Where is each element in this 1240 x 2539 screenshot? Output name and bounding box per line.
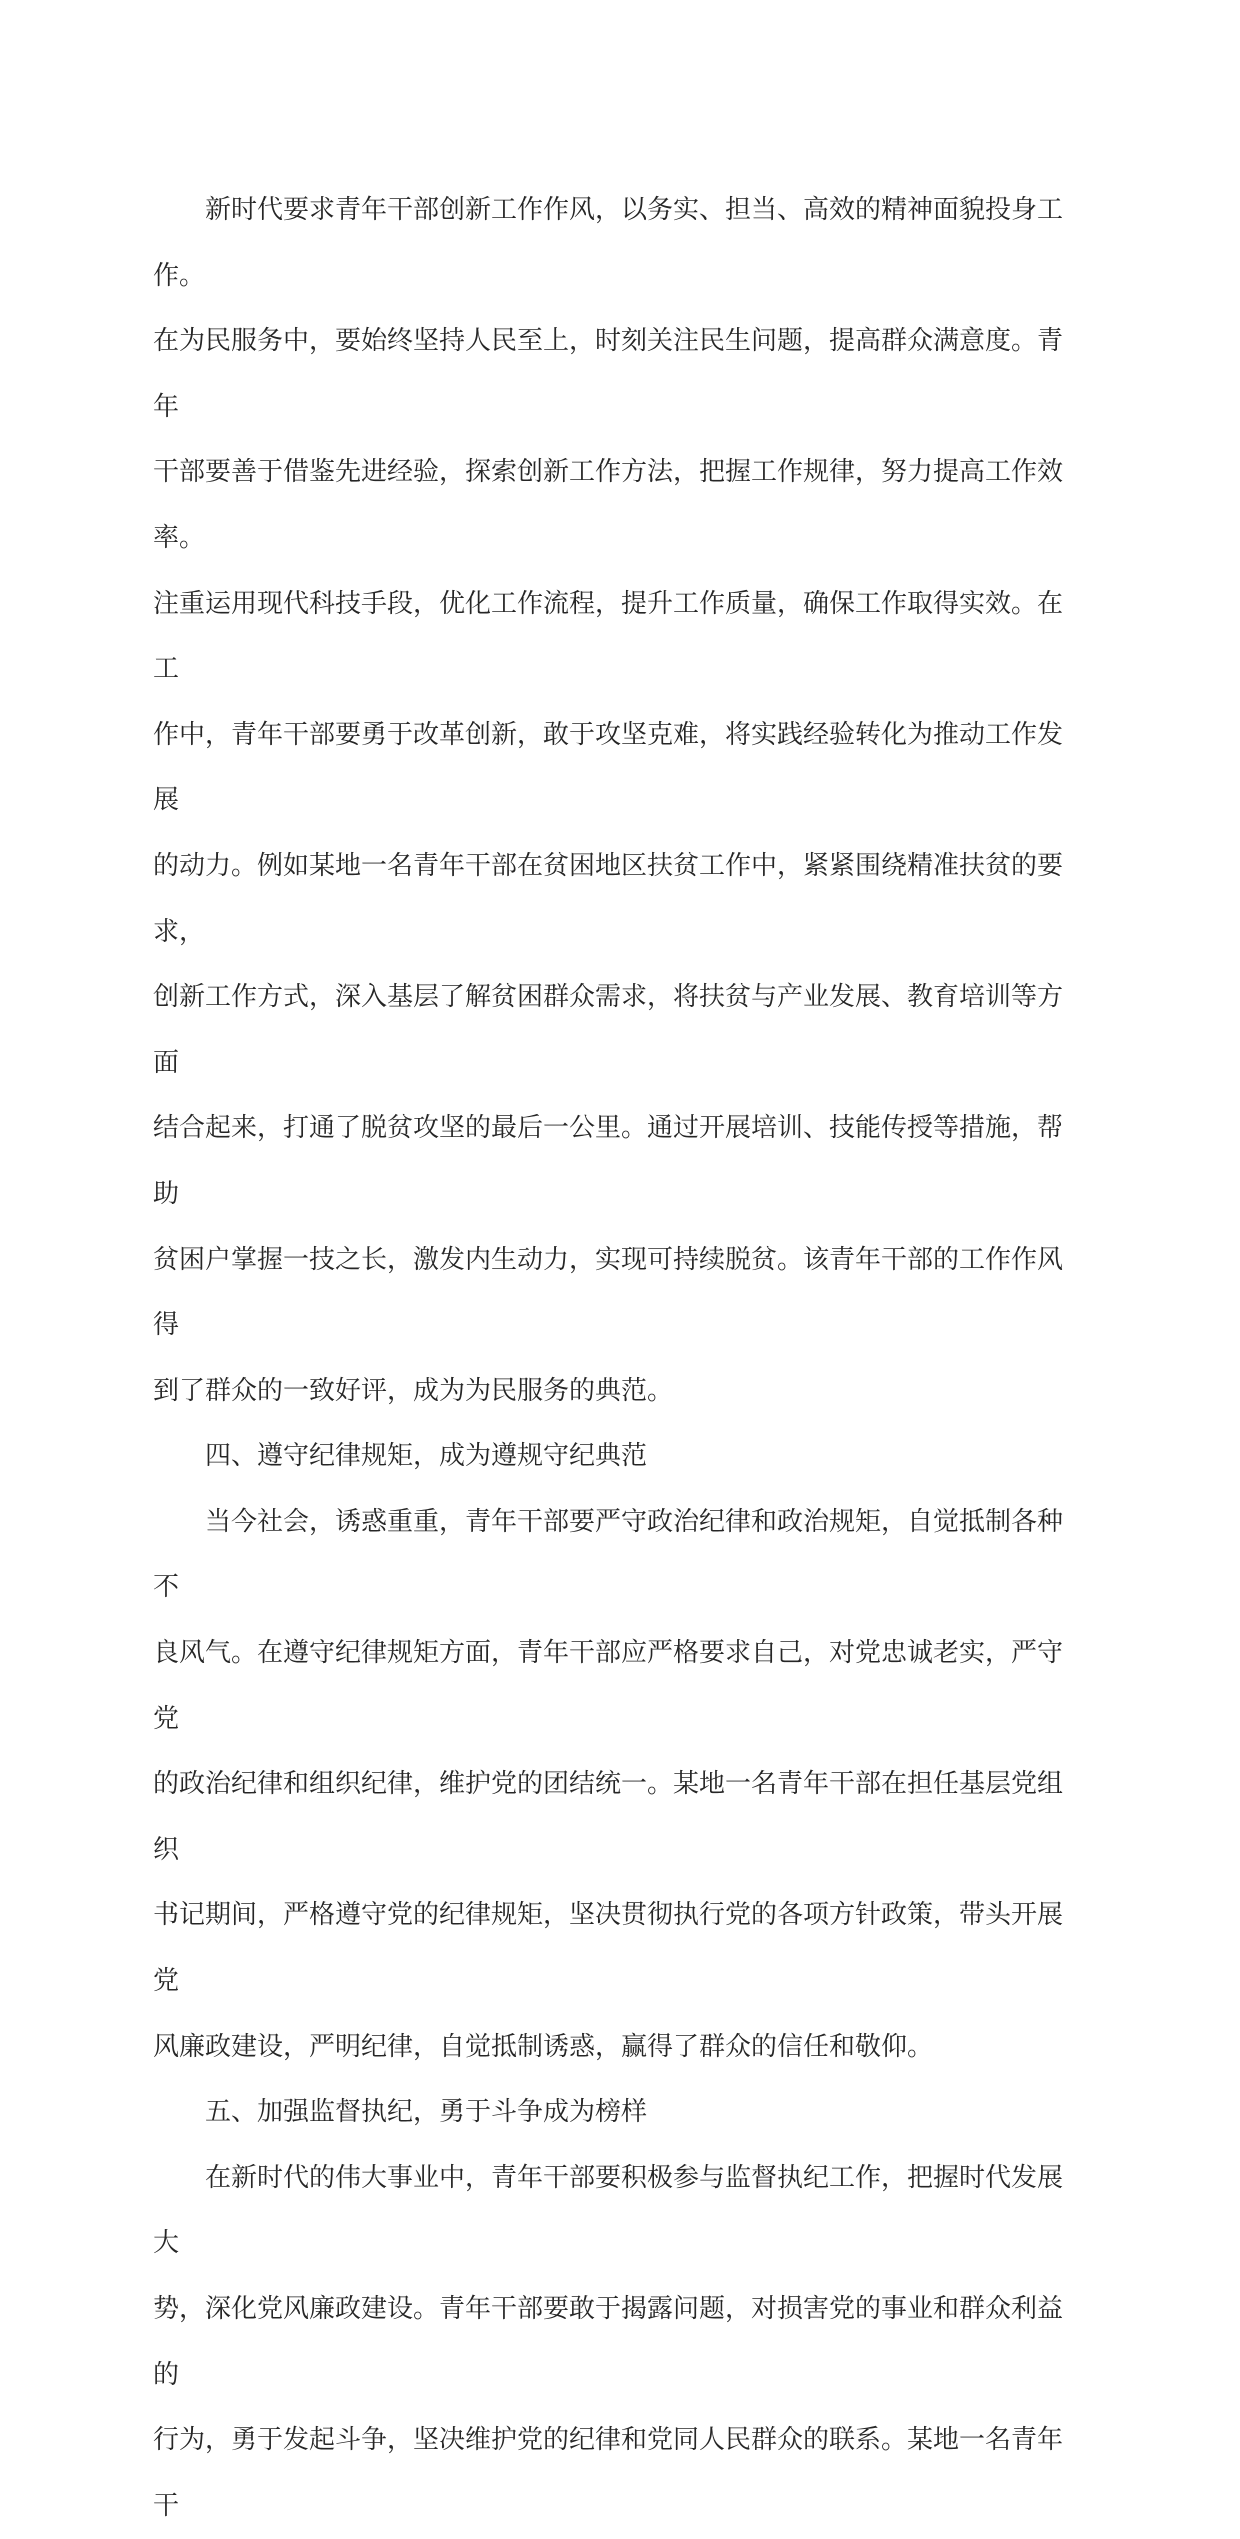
paragraph-supervision: 在新时代的伟大事业中，青年干部要积极参与监督执纪工作，把握时代发展大 势，深化党风廉政建设。青年干部要敢于揭露问题，对损害党的事业和群众利益的 行为，勇于发起斗争，坚决维护党的纪律和党同人民群众的联系。某地一名青年干 <box>153 2162 1064 2521</box>
section-heading-four: 四、遵守纪律规矩，成为遵规守纪典范 <box>205 1441 648 1472</box>
paragraph-discipline: 当今社会，诱惑重重，青年干部要严守政治纪律和政治规矩，自觉抵制各种不 良风气。在遵守纪律规矩方面，青年干部应严格要求自己，对党忠诚老实，严守党 的政治纪律和组织纪律，维护党的团结统一。某地一名青年干部在担任基层党组织 书记期间，严格遵守党的纪律规矩，坚决贯彻执行党的各项方针政策，带头开展党 风廉政建设，严明纪律，自觉抵制诱惑，赢得了群众的信任和敬仰。 <box>153 1506 1064 2062</box>
paragraph-service-innovation: 新时代要求青年干部创新工作作风，以务实、担当、高效的精神面貌投身工作。 在为民服务中，要始终坚持人民至上，时刻关注民生问题，提高群众满意度。青年 干部要善于借鉴先进经验，探索创新工作方法，把握工作规律，努力提高工作效率。 注重运用现代科技手段，优化工作流程，提升工作质量，确保工作取得实效。在工 作中，青年干部要勇于改革创新，敢于攻坚克难，将实践经验转化为推动工作发展 的动力。例如某地一名青年干部在贫困地区扶贫工作中，紧紧围绕精准扶贫的要求， 创新工作方式，深入基层了解贫困群众需求，将扶贫与产业发展、教育培训等方面 结合起来，打通了脱贫攻坚的最后一公里。通过开展培训、技能传授等措施，帮助 贫困户掌握一技之长，激发内生动力，实现可持续脱贫。该青年干部的工作作风得 到了群众的一致好评，成为为民服务的典范。 <box>153 195 1064 1406</box>
section-heading-five: 五、加强监督执纪，勇于斗争成为榜样 <box>205 2097 648 2128</box>
document-body <box>153 178 1063 2539</box>
